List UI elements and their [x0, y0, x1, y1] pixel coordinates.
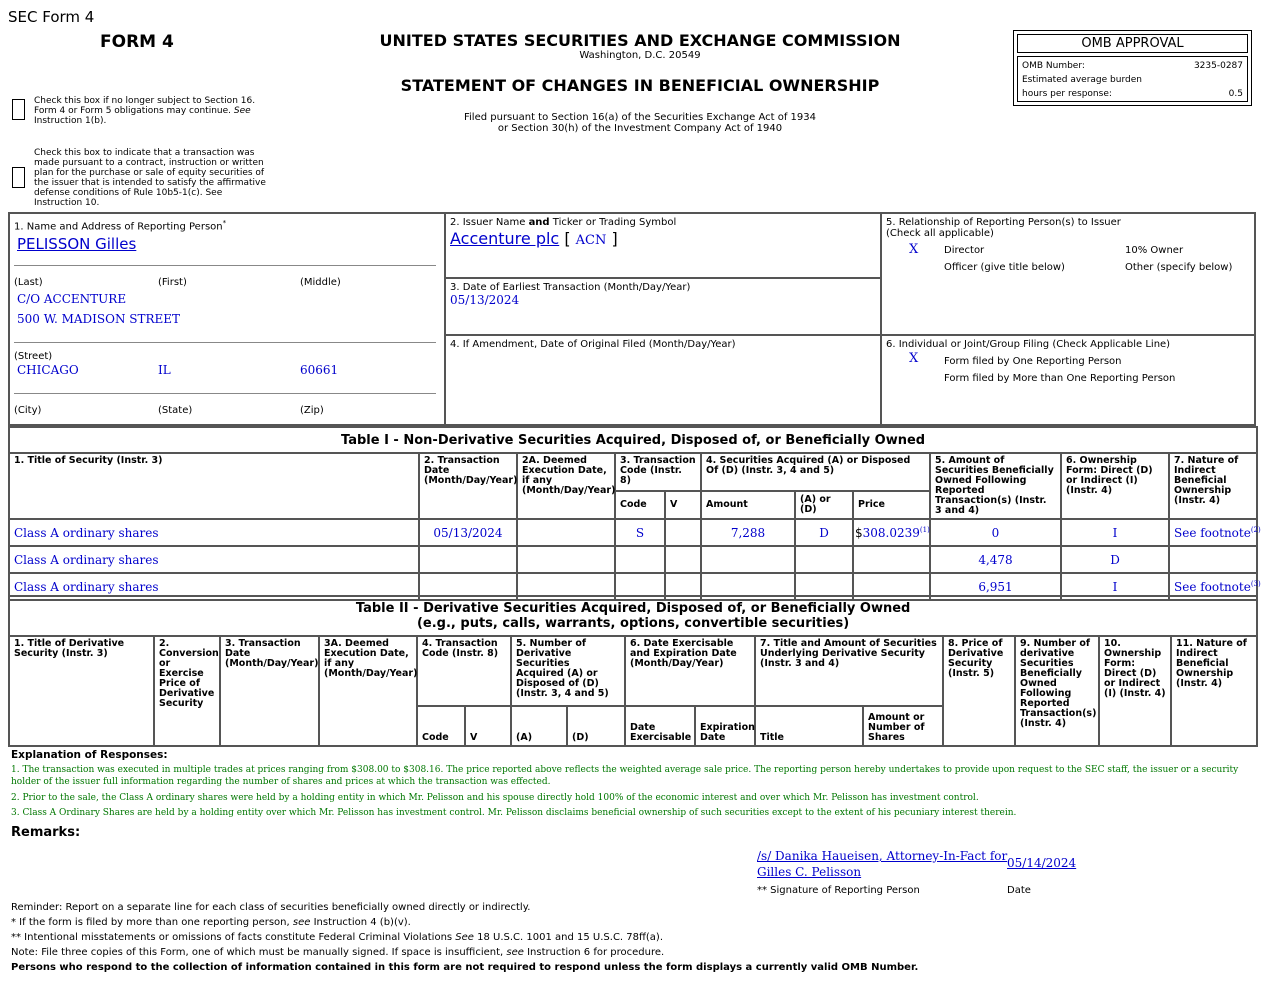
t1-sub-price: Price [853, 491, 930, 519]
t1-row-owned: 6,951 [930, 573, 1061, 600]
filed-pursuant-2: or Section 30(h) of the Investment Company Act of 1940 [497, 123, 783, 134]
t2-header-owned: 9. Number of derivative Securities Beneficially Owned Following Reported Transaction(s) (Instr. 4) [1015, 636, 1099, 746]
t1-row-ad: D [795, 519, 853, 546]
form-title: FORM 4 [100, 32, 174, 52]
t1-row-nature-footnote: (2) [1250, 525, 1261, 534]
t1-row-nature: See footnote [1174, 579, 1251, 594]
t1-row-form: I [1061, 519, 1169, 546]
ticker-bracket-close: ] [611, 229, 618, 248]
t1-header-date: 2. Transaction Date (Month/Day/Year) [419, 453, 517, 519]
omb-hours-value: 0.5 [1228, 89, 1243, 99]
table-row [9, 546, 1257, 573]
t2-sub-d: (D) [567, 706, 625, 746]
omb-number-value: 3235-0287 [1193, 61, 1243, 71]
omb-hours-label: hours per response: [1022, 89, 1112, 99]
t2-header-deemed: 3A. Deemed Execution Date, if any (Month/Day/Year) [319, 636, 417, 746]
t2-sub-expiration: Expiration Date [695, 706, 755, 746]
t2-sub-exercisable: Date Exercisable [625, 706, 695, 746]
t1-row-amount: 7,288 [701, 519, 795, 546]
footer-line-3-b: 18 U.S.C. 1001 and 15 U.S.C. 78ff(a). [473, 932, 664, 943]
t2-sub-a: (A) [511, 706, 567, 746]
t2-header-price: 8. Price of Derivative Security (Instr. 5) [943, 636, 1015, 746]
t1-header-title: 1. Title of Security (Instr. 3) [9, 453, 419, 519]
one-person-label: Form filed by One Reporting Person [944, 356, 1122, 367]
t1-row-date: 05/13/2024 [419, 519, 517, 546]
earliest-date-label: 3. Date of Earliest Transaction (Month/Day/Year) [450, 282, 691, 293]
footer-line-3: ** Intentional misstatements or omissions of facts constitute Federal Criminal Violations [11, 932, 456, 943]
t2-sub-code: Code [417, 706, 465, 746]
ticker-bracket-open: [ [564, 229, 571, 248]
sec-form-label: SEC Form 4 [8, 8, 95, 26]
t1-sub-amount: Amount [701, 491, 795, 519]
t2-sub-amount: Amount or Number of Shares [863, 706, 943, 746]
agency-city: Washington, D.C. 20549 [579, 50, 701, 61]
no-longer-subject-checkbox[interactable] [12, 99, 25, 120]
filed-pursuant-1: Filed pursuant to Section 16(a) of the Securities Exchange Act of 1934 [464, 112, 816, 123]
officer-label: Officer (give title below) [944, 262, 1065, 273]
t1-header-amount-owned: 5. Amount of Securities Beneficially Owned Following Reported Transaction(s) (Instr. 3 and 4) [930, 453, 1061, 519]
omb-number-label: OMB Number: [1022, 61, 1085, 71]
checkbox1-see: See [233, 106, 251, 116]
omb-approval-box [1013, 30, 1252, 106]
footer-line-4-see: see [506, 947, 524, 958]
footer-reminder: Reminder: Report on a separate line for each class of securities beneficially owned directly or indirectly. [11, 902, 531, 913]
table-2 [8, 595, 1258, 747]
t1-header-nature: 7. Nature of Indirect Beneficial Ownership (Instr. 4) [1169, 453, 1257, 519]
t1-row-owned: 4,478 [930, 546, 1061, 573]
reporting-person-label: 1. Name and Address of Reporting Person [14, 221, 223, 233]
footer-line-2-b: Instruction 4 (b)(v). [310, 917, 411, 928]
t1-row-form: D [1061, 546, 1169, 573]
other-label: Other (specify below) [1125, 262, 1233, 273]
footer-line-4: Note: File three copies of this Form, one of which must be manually signed. If space is insufficient, [11, 947, 507, 958]
issuer-ticker: ACN [575, 233, 607, 248]
address-line-2: 500 W. MADISON STREET [17, 312, 181, 326]
agency-name: UNITED STATES SECURITIES AND EXCHANGE COMMISSION [379, 31, 901, 50]
footer-omb-notice: Persons who respond to the collection of information contained in this form are not required to respond unless the form displays a currently valid OMB Number. [11, 962, 919, 973]
issuer-label-b: Ticker or Trading Symbol [549, 217, 677, 228]
statement-title: STATEMENT OF CHANGES IN BENEFICIAL OWNERSHIP [400, 76, 880, 95]
relationship-sub: (Check all applicable) [886, 228, 994, 239]
zip-value: 60661 [300, 363, 339, 377]
footnote-2: 2. Prior to the sale, the Class A ordinary shares were held by a holding entity in which Mr. Pelisson and his spouse directly hold 100% of the economic interest and over which Mr. Pelisson has investment control. [11, 793, 979, 803]
remarks-title: Remarks: [11, 825, 81, 840]
last-label: (Last) [14, 277, 43, 288]
explanation-title: Explanation of Responses: [11, 749, 168, 761]
t1-sub-ad: (A) or (D) [795, 491, 853, 519]
t1-row-nature: See footnote [1174, 525, 1251, 540]
reporting-person-name[interactable]: PELISSON Gilles [17, 235, 137, 253]
footnote-3: 3. Class A Ordinary Shares are held by a holding entity over which Mr. Pelisson has investment control. Mr. Pelisson disclaims beneficial ownership of such securities except to the extent of his pecuniary interest therein. [11, 808, 1017, 818]
city-value: CHICAGO [17, 363, 79, 377]
t1-header-ownership-form: 6. Ownership Form: Direct (D) or Indirect (I) (Instr. 4) [1061, 453, 1169, 519]
t2-header-code: 4. Transaction Code (Instr. 8) [417, 636, 511, 706]
t1-header-code: 3. Transaction Code (Instr. 8) [615, 453, 701, 491]
t1-row-nature-footnote: (3) [1250, 579, 1261, 588]
t2-header-conversion: 2. Conversion or Exercise Price of Derivative Security [154, 636, 220, 746]
t2-header-ownership-form: 10. Ownership Form: Direct (D) or Indirect (I) (Instr. 4) [1099, 636, 1171, 746]
omb-burden-label: Estimated average burden [1022, 75, 1142, 85]
table-1-title: Table I - Non-Derivative Securities Acquired, Disposed of, or Beneficially Owned [9, 427, 1257, 453]
director-check-mark: X [909, 242, 919, 257]
t2-header-date: 3. Transaction Date (Month/Day/Year) [220, 636, 319, 746]
table-2-title: Table II - Derivative Securities Acquired, Disposed of, or Beneficially Owned [355, 601, 911, 616]
t1-header-deemed: 2A. Deemed Execution Date, if any (Month/Day/Year) [517, 453, 615, 519]
one-person-check-mark: X [909, 351, 919, 366]
table-2-subtitle: (e.g., puts, calls, warrants, options, convertible securities) [416, 616, 850, 631]
signature-date: 05/14/2024 [1007, 856, 1077, 870]
zip-label: (Zip) [300, 405, 324, 416]
t1-row-price: 308.0239 [862, 525, 920, 540]
t2-header-exercisable: 6. Date Exercisable and Expiration Date (Month/Day/Year) [625, 636, 755, 706]
issuer-label-and: and [528, 217, 550, 228]
footer-line-2: * If the form is filed by more than one reporting person, [11, 917, 293, 928]
footnote-1: 1. The transaction was executed in multiple trades at prices ranging from $308.00 to $308.16. The price reported above reflects the weighted average sale price. The reporting person hereby undertakes to provide upon request to the SEC staff, the issuer or a security holder of the issuer full information regarding the number of shares and prices at which the transaction was effected. [11, 765, 1239, 787]
footer-line-2-see: see [292, 917, 311, 928]
city-label: (City) [14, 405, 42, 416]
t2-sub-title: Title [755, 706, 863, 746]
t1-row-code: S [615, 519, 665, 546]
date-label: Date [1007, 885, 1031, 896]
signature-label: ** Signature of Reporting Person [757, 885, 920, 896]
relationship-label: 5. Relationship of Reporting Person(s) to Issuer [886, 217, 1121, 228]
footer-line-3-see: See [455, 932, 474, 943]
state-value: IL [158, 363, 171, 377]
t1-row-title: Class A ordinary shares [9, 546, 419, 573]
t1-header-securities: 4. Securities Acquired (A) or Disposed Of (D) (Instr. 3, 4 and 5) [701, 453, 930, 491]
earliest-date-value: 05/13/2024 [450, 293, 520, 307]
t1-row-price-footnote: (1) [919, 525, 930, 534]
t1-row-price-symbol: $ [855, 525, 863, 540]
street-label: (Street) [14, 351, 53, 362]
t1-sub-v: V [665, 491, 701, 519]
issuer-name[interactable]: Accenture plc [450, 229, 560, 248]
ten-pct-owner-label: 10% Owner [1125, 245, 1184, 256]
amendment-label: 4. If Amendment, Date of Original Filed (Month/Day/Year) [450, 339, 736, 350]
middle-label: (Middle) [300, 277, 341, 288]
footer-notes [11, 900, 918, 975]
first-label: (First) [158, 277, 187, 288]
t1-row-form: I [1061, 573, 1169, 600]
t2-header-number: 5. Number of Derivative Securities Acquired (A) or Disposed of (D) (Instr. 3, 4 and 5) [511, 636, 625, 706]
address-line-1: C/O ACCENTURE [17, 292, 127, 306]
omb-title: OMB APPROVAL [1017, 34, 1248, 53]
checkbox1-text-b: Instruction 1(b). [34, 116, 107, 126]
signature-line-1: /s/ Danika Haueisen, Attorney-In-Fact for [757, 849, 1008, 863]
t2-header-underlying: 7. Title and Amount of Securities Underlying Derivative Security (Instr. 3 and 4) [755, 636, 943, 706]
issuer-label: 2. Issuer Name [450, 217, 529, 228]
t2-sub-v: V [465, 706, 511, 746]
more-persons-label: Form filed by More than One Reporting Person [944, 373, 1176, 384]
filing-label: 6. Individual or Joint/Group Filing (Check Applicable Line) [886, 339, 1171, 350]
checkbox1-text: Check this box if no longer subject to Section 16. Form 4 or Form 5 obligations may continue. [34, 96, 256, 116]
signature-line-2: Gilles C. Pelisson [757, 865, 862, 879]
t1-row-title: Class A ordinary shares [9, 519, 419, 546]
footer-line-4-b: Instruction 6 for procedure. [523, 947, 665, 958]
t1-row-owned: 0 [930, 519, 1061, 546]
director-label: Director [944, 245, 985, 256]
table-1 [8, 426, 1261, 601]
t1-row-title: Class A ordinary shares [9, 573, 419, 600]
t2-header-title: 1. Title of Derivative Security (Instr. 3) [9, 636, 154, 746]
checkbox2-text: Check this box to indicate that a transaction was made pursuant to a contract, instruction or written plan for the purchase or sale of equity securities of the issuer that is intended to satisfy the affirmative defense conditions of Rule 10b5-1(c). See Instruction 10. [34, 148, 266, 208]
t2-header-nature: 11. Nature of Indirect Beneficial Ownership (Instr. 4) [1171, 636, 1257, 746]
reporting-person-star: * [222, 219, 227, 227]
t1-sub-code: Code [615, 491, 665, 519]
state-label: (State) [158, 405, 193, 416]
rule-10b5-checkbox[interactable] [12, 167, 25, 188]
table-row [9, 519, 1257, 546]
